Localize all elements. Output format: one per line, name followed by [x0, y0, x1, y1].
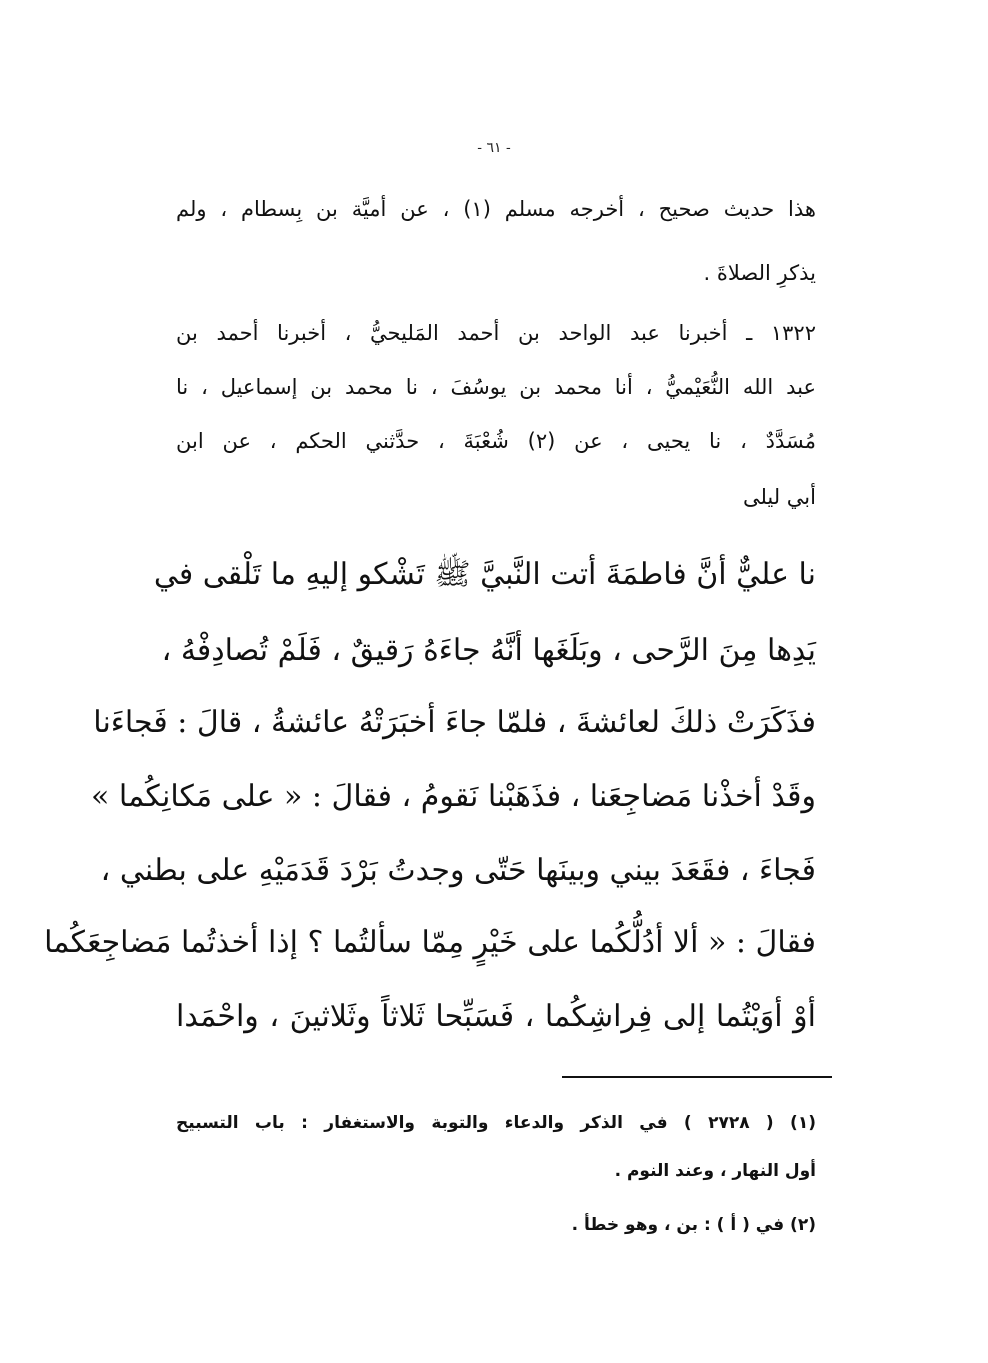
text-line: عبد الله النُّعَيْميُّ ، أنا محمد بن يوسُفَ ، نا محمد بن إسماعيل ، نا: [176, 375, 816, 399]
footnote-separator: [562, 1076, 832, 1078]
footnote-1-continued: أول النهار ، وعند النوم .: [614, 1161, 816, 1181]
footnote-1: (١) ( ٢٧٢٨ ) في الذكر والدعاء والتوبة والاستغفار : باب التسبيح: [176, 1113, 816, 1133]
hadith-line: فَجاءَ ، فقَعَدَ بيني وبينَها حَتّى وجدتُ بَرْدَ قَدَمَيْهِ على بطني ،: [100, 853, 816, 888]
text-line: ١٣٢٢ ـ أخبرنا عبد الواحد بن أحمد المَليحيُّ ، أخبرنا أحمد بن: [176, 321, 816, 345]
text-line: أبي ليلى: [742, 485, 816, 509]
text-line: مُسَدَّدٌ ، نا يحيى ، عن (٢) شُعْبَةَ ، حدَّثني الحكم ، عن ابن: [176, 429, 816, 453]
hadith-line: يَدِها مِنَ الرَّحى ، وبَلَغَها أنَّهُ جاءَهُ رَقيقٌ ، فَلَمْ تُصادِفْهُ ،: [161, 633, 816, 668]
hadith-line: فقالَ : « ألا أدُلُّكُما على خَيْرٍ مِمّا سألتُما ؟ إذا أخذتُما مَضاجِعَكُما: [44, 925, 816, 960]
hadith-line: نا عليٌّ أنَّ فاطمَةَ أتت النَّبيَّ ﷺ تَشْكو إليهِ ما تَلْقى في: [153, 557, 816, 592]
text-line: هذا حديث صحيح ، أخرجه مسلم (١) ، عن أميَّة بن بِسطام ، ولم: [176, 197, 816, 221]
text-line: يذكرِ الصلاةَ .: [703, 261, 816, 285]
hadith-line: أوْ أوَيْتُما إلى فِراشِكُما ، فَسَبِّحا ثَلاثاً وثَلاثينَ ، واحْمَدا: [176, 999, 816, 1034]
footnote-2: (٢) في ( أ ) : بن ، وهو خطأ .: [571, 1215, 816, 1235]
hadith-line: فذَكَرَتْ ذلكَ لعائشةَ ، فلمّا جاءَ أخبَرَتْهُ عائشةُ ، قالَ : فَجاءَنا: [93, 705, 816, 740]
hadith-line: وقَدْ أخذْنا مَضاجِعَنا ، فذَهَبْنا نَقومُ ، فقالَ : « على مَكانِكُما »: [91, 779, 816, 814]
page-number: - ٦١ -: [477, 140, 511, 156]
